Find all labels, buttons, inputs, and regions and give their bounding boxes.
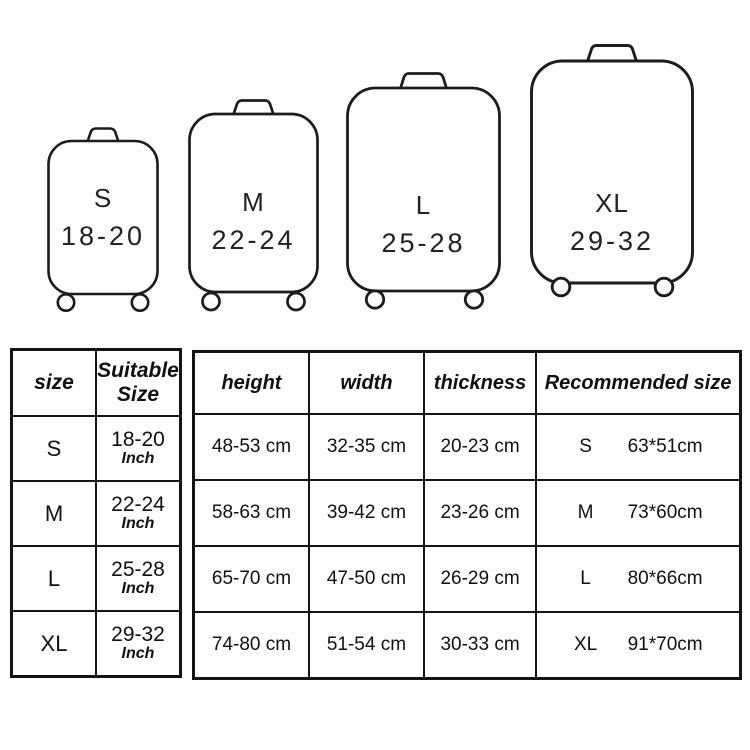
width-cell: 47-50 cm <box>309 546 424 612</box>
suitcase-l-range-text: 25-28 <box>381 228 466 258</box>
size-cell: XL <box>12 611 97 677</box>
suitable-cell <box>96 481 181 546</box>
recommended-cell <box>536 480 740 546</box>
dimension-row-l <box>194 546 741 612</box>
suitcase-xl-range-text: 29-32 <box>569 226 655 256</box>
width-cell: 32-35 cm <box>309 414 424 480</box>
size-table-row-l <box>12 546 181 611</box>
suitcase-l-label <box>346 192 501 257</box>
suitcase-xl-outline-icon <box>530 42 694 298</box>
suitable-size-header <box>96 350 181 417</box>
suitable-cell <box>96 546 181 611</box>
range-text: 25-28 <box>111 558 165 582</box>
suitcase-l-size-text: L <box>415 190 432 220</box>
unit-text: Inch <box>121 515 155 533</box>
suitcase-m-range-text: 22-24 <box>211 225 296 255</box>
thickness-cell: 20-23 cm <box>424 414 536 480</box>
thickness-header: thickness <box>424 352 536 415</box>
suitcase-m-size-text: M <box>242 187 265 217</box>
suitable-cell <box>96 416 181 481</box>
size-cell: M <box>12 481 97 546</box>
size-table <box>10 348 182 678</box>
range-text: 29-32 <box>111 623 165 647</box>
recommended-size-dims: 91*70cm <box>627 634 703 655</box>
suitcase-s <box>47 125 159 313</box>
thickness-cell: 23-26 cm <box>424 480 536 546</box>
recommended-size-letter: XL <box>573 634 598 655</box>
height-cell: 74-80 cm <box>194 612 309 679</box>
size-header <box>12 350 97 417</box>
dimension-row-m <box>194 480 741 546</box>
recommended-cell <box>536 546 740 612</box>
range-text: 22-24 <box>111 493 165 517</box>
suitable-size-header-text: Suitable Size <box>97 358 179 406</box>
size-table-row-xl <box>12 611 181 677</box>
height-cell: 48-53 cm <box>194 414 309 480</box>
suitcase-m <box>188 97 319 313</box>
recommended-cell <box>536 414 740 480</box>
height-header: height <box>194 352 309 415</box>
size-cell: S <box>12 416 97 481</box>
unit-text: Inch <box>121 450 155 468</box>
recommended-header: Recommended size <box>536 352 740 415</box>
recommended-size-dims: 80*66cm <box>627 568 703 589</box>
size-table-row-s <box>12 416 181 481</box>
suitcase-xl-label <box>530 190 694 255</box>
suitcase-s-range-text: 18-20 <box>60 221 146 251</box>
size-table-header-row <box>12 350 181 417</box>
recommended-size-letter: L <box>580 568 591 589</box>
thickness-cell: 30-33 cm <box>424 612 536 679</box>
recommended-size-dims: 63*51cm <box>627 436 703 457</box>
suitcase-xl-size-text: XL <box>595 188 629 218</box>
size-table-row-m <box>12 481 181 546</box>
dimension-table-header-row <box>194 352 741 415</box>
height-cell: 65-70 cm <box>194 546 309 612</box>
dimension-table <box>192 350 742 680</box>
height-cell: 58-63 cm <box>194 480 309 546</box>
range-text: 18-20 <box>111 428 165 452</box>
recommended-cell <box>536 612 740 679</box>
width-cell: 51-54 cm <box>309 612 424 679</box>
size-cell: L <box>12 546 97 611</box>
suitable-cell <box>96 611 181 677</box>
suitcase-l <box>346 70 501 310</box>
size-header-text: size <box>34 371 74 394</box>
thickness-cell: 26-29 cm <box>424 546 536 612</box>
width-header: width <box>309 352 424 415</box>
width-cell: 39-42 cm <box>309 480 424 546</box>
suitcase-s-label <box>47 185 159 250</box>
suitcase-xl <box>530 42 694 298</box>
unit-text: Inch <box>121 645 155 663</box>
recommended-size-dims: 73*60cm <box>627 502 703 523</box>
recommended-size-letter: S <box>579 436 592 457</box>
dimension-row-xl <box>194 612 741 679</box>
unit-text: Inch <box>121 580 155 598</box>
recommended-size-letter: M <box>577 502 594 523</box>
suitcase-s-size-text: S <box>93 183 113 213</box>
dimension-row-s <box>194 414 741 480</box>
suitcase-m-label <box>188 189 319 254</box>
